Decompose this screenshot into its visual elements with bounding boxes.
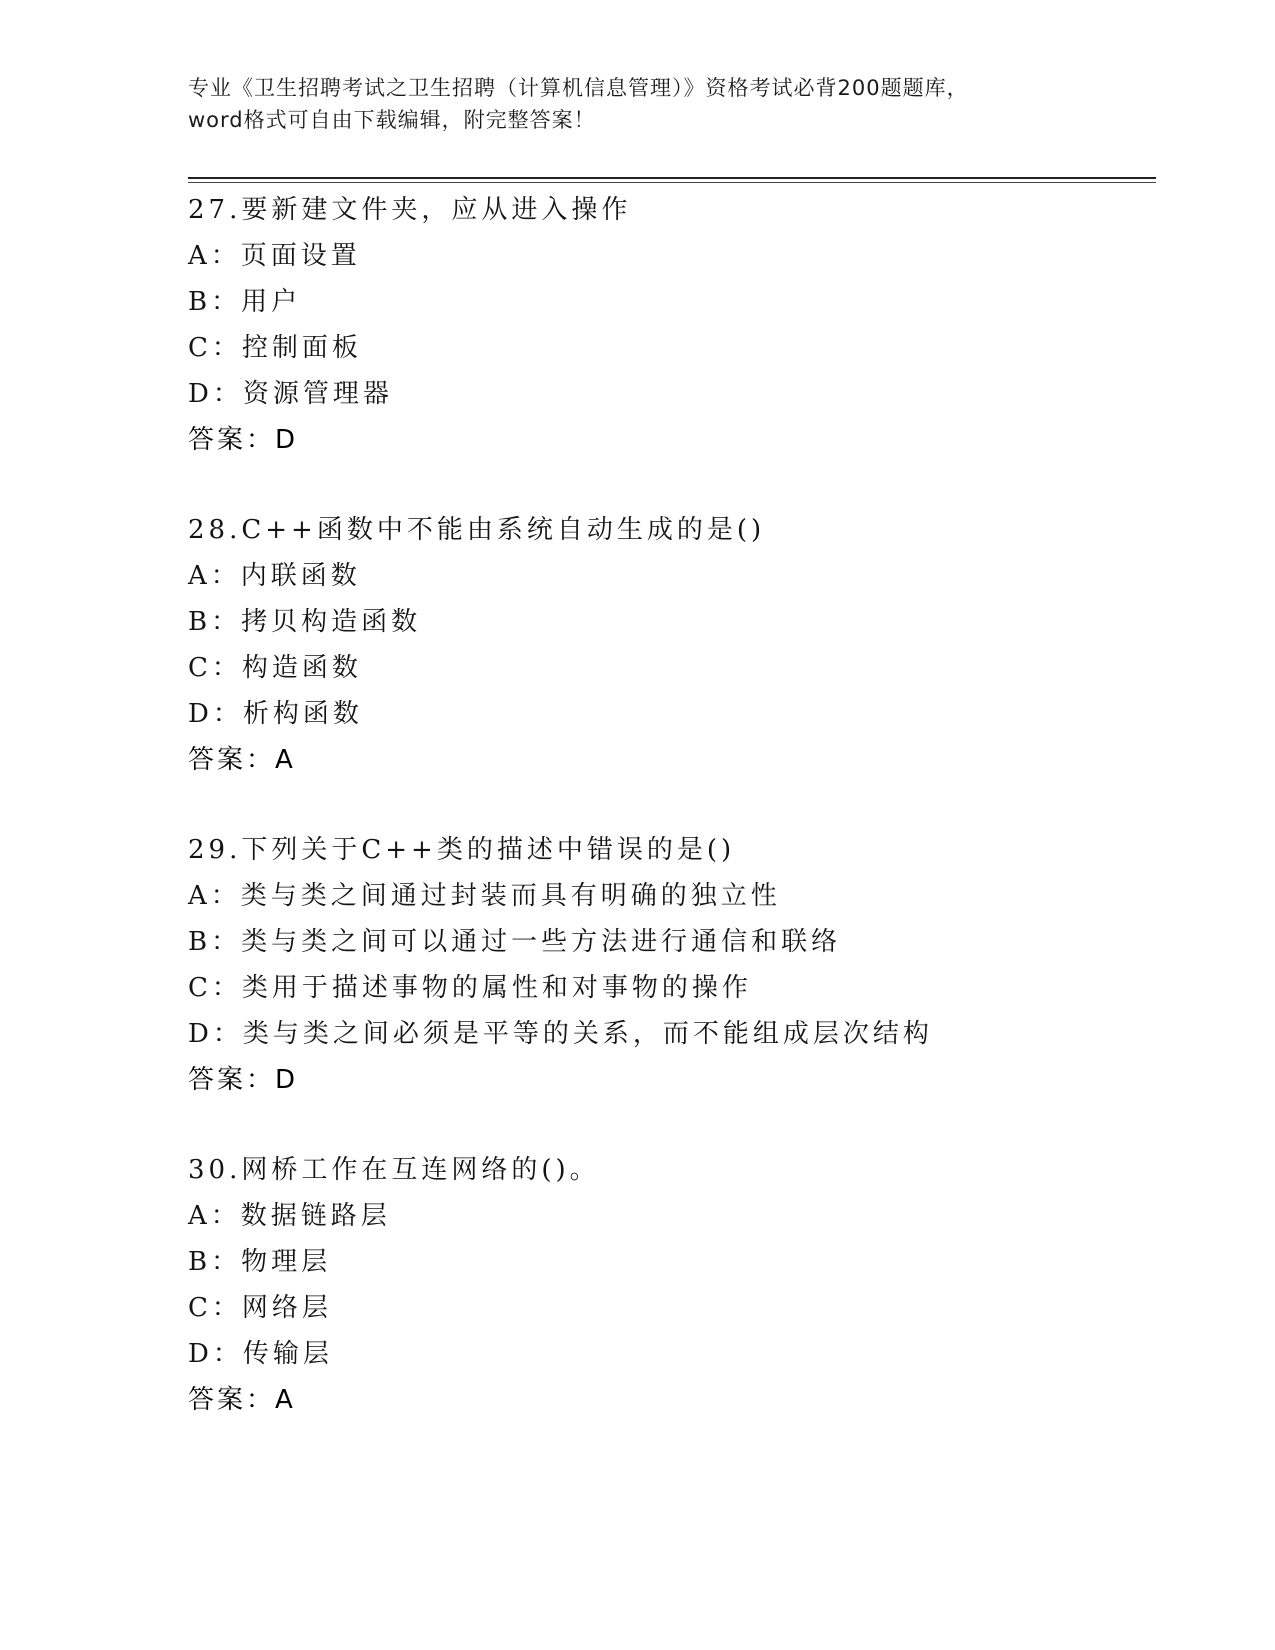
option-a: A：类与类之间通过封装而具有明确的独立性 (188, 881, 781, 911)
answer: 答案：D (188, 425, 299, 455)
option-c: C：控制面板 (188, 333, 362, 363)
option-d: D：资源管理器 (188, 379, 393, 409)
option-c: C：网络层 (188, 1293, 332, 1323)
option-d: D：析构函数 (188, 699, 363, 729)
question-title: 27.要新建文件夹，应从进入操作 (188, 195, 632, 225)
option-a: A：页面设置 (188, 241, 361, 271)
question-29 (188, 827, 1148, 1147)
answer: 答案：A (188, 745, 296, 775)
header-divider-thin (188, 182, 1156, 183)
question-title: 29.下列关于C++类的描述中错误的是() (188, 835, 736, 865)
header-line-1: 专业《卫生招聘考试之卫生招聘（计算机信息管理）》资格考试必背200题题库， (188, 76, 969, 100)
option-d: D：传输层 (188, 1339, 333, 1369)
question-28 (188, 507, 1148, 827)
header-line-2: word格式可自由下载编辑，附完整答案！ (188, 108, 596, 132)
option-a: A：内联函数 (188, 561, 361, 591)
answer: 答案：D (188, 1065, 299, 1095)
answer: 答案：A (188, 1385, 296, 1415)
option-d: D：类与类之间必须是平等的关系，而不能组成层次结构 (188, 1019, 933, 1049)
question-30 (188, 1147, 1148, 1467)
option-a: A：数据链路层 (188, 1201, 391, 1231)
header-divider-thick (188, 177, 1156, 179)
option-b: B：拷贝构造函数 (188, 607, 422, 637)
option-b: B：类与类之间可以通过一些方法进行通信和联络 (188, 927, 842, 957)
option-c: C：类用于描述事物的属性和对事物的操作 (188, 973, 752, 1003)
option-c: C：构造函数 (188, 653, 362, 683)
option-b: B：物理层 (188, 1247, 332, 1277)
question-27 (188, 187, 1148, 507)
question-list (188, 187, 1148, 1467)
document-header (188, 72, 1088, 136)
option-b: B：用户 (188, 287, 302, 317)
question-title: 30.网桥工作在互连网络的()。 (188, 1155, 600, 1185)
question-title: 28.C++函数中不能由系统自动生成的是() (188, 515, 766, 545)
